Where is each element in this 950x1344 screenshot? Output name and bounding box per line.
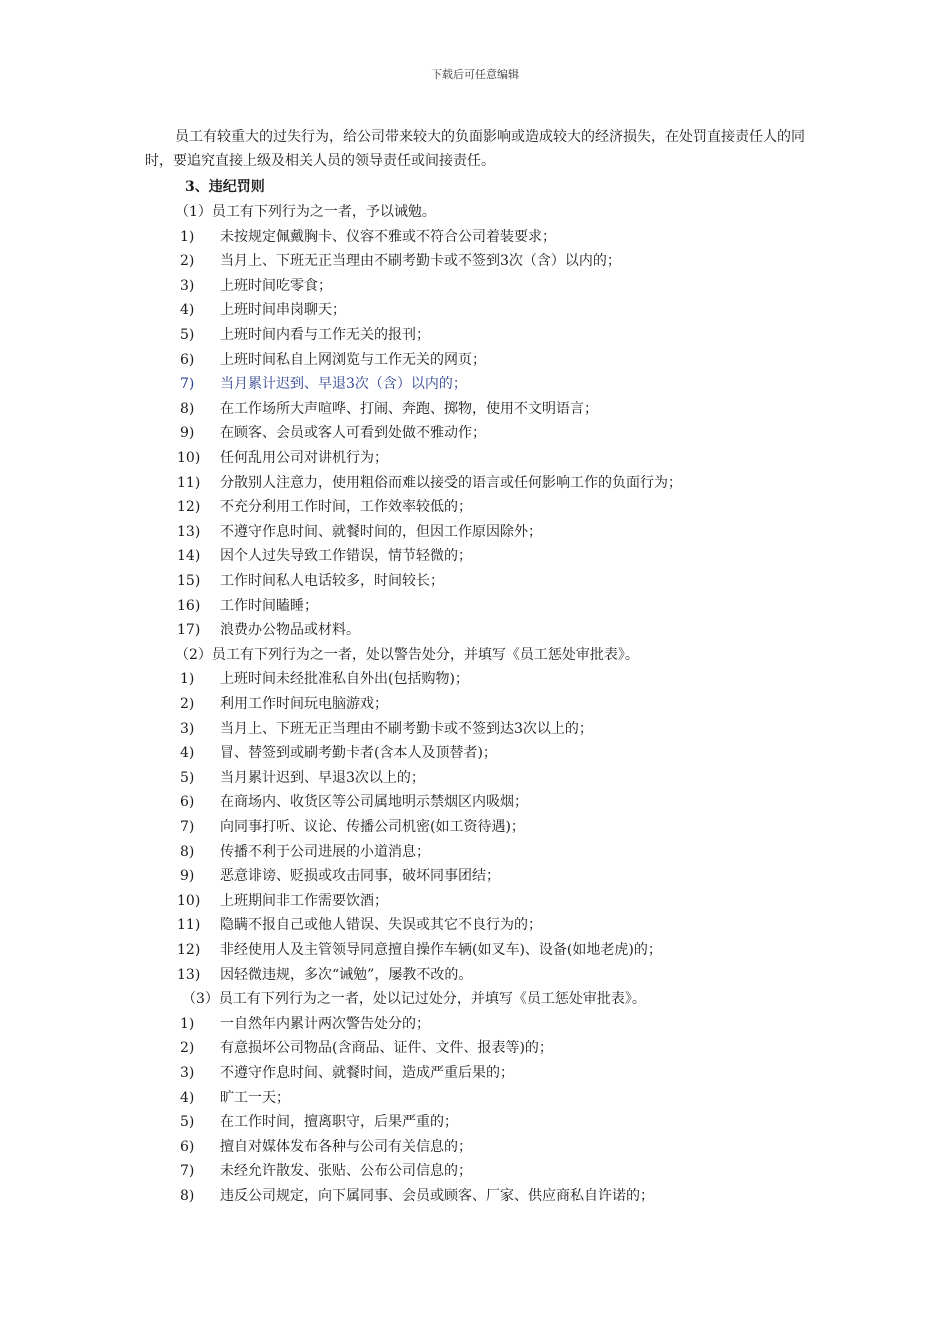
list-item-text: 因个人过失导致工作错误，情节轻微的； — [220, 548, 472, 565]
list-item-number: 2) — [180, 1040, 195, 1057]
list-item-number: 12) — [177, 942, 201, 958]
list-item-number: 11) — [177, 474, 201, 491]
list-item-text: 未按规定佩戴胸卡、仪容不雅或不符合公司着装要求； — [220, 228, 556, 245]
list-item-text: 违反公司规定，向下属同事、会员或顾客、厂家、供应商私自许诺的； — [220, 1188, 654, 1204]
list-item-number: 7) — [180, 1163, 195, 1180]
group-heading: （1）员工有下列行为之一者，予以诫勉。 — [175, 204, 436, 220]
list-item-number: 4) — [180, 745, 195, 762]
list-item-text: 利用工作时间玩电脑游戏； — [220, 696, 388, 712]
list-item-text: 当月上、下班无正当理由不刷考勤卡或不签到达3次以上的； — [220, 720, 593, 737]
list-item-text: 不充分利用工作时间，工作效率较低的； — [220, 499, 472, 516]
list-item-number: 13) — [177, 523, 201, 540]
page-header: 下载后可任意编辑 — [431, 68, 519, 81]
list-item-text: 一自然年内累计两次警告处分的； — [220, 1015, 430, 1032]
list-item-number: 5) — [180, 769, 195, 786]
section-title: 3、违纪罚则 — [185, 179, 265, 195]
list-item-number: 16) — [177, 597, 201, 614]
list-item-text: 传播不利于公司进展的小道消息； — [220, 843, 430, 860]
list-item-text: 擅自对媒体发布各种与公司有关信息的； — [220, 1138, 472, 1155]
list-item-number: 4) — [180, 1089, 195, 1106]
list-item-number: 17) — [177, 622, 201, 639]
list-item-text: 上班时间吃零食； — [220, 277, 332, 294]
intro-paragraph: 员工有较重大的过失行为，给公司带来较大的负面影响或造成较大的经济损失，在处罚直接责任人的同时，要追究直接上级及相关人员的领导责任或间接责任。 — [145, 129, 805, 169]
list-item-number: 7) — [180, 819, 195, 835]
list-item-text: 上班期间非工作需要饮酒； — [220, 892, 388, 909]
list-item-number: 6) — [180, 1138, 195, 1155]
list-item-text: 工作时间私人电话较多，时间较长； — [220, 573, 444, 589]
list-item-number: 8) — [180, 400, 195, 417]
list-item-text: 不遵守作息时间、就餐时间的，但因工作原因除外； — [220, 523, 542, 540]
list-item-number: 8) — [180, 1188, 195, 1204]
list-item-text: 有意损坏公司物品(含商品、证件、文件、报表等)的； — [220, 1040, 553, 1057]
list-item-text: 工作时间瞌睡； — [220, 597, 318, 614]
list-item-number: 3) — [180, 1065, 195, 1081]
list-item-number: 3) — [180, 277, 195, 294]
list-item-text: 在商场内、收货区等公司属地明示禁烟区内吸烟； — [220, 794, 528, 811]
list-item-text: 上班时间私自上网浏览与工作无关的网页； — [220, 351, 486, 368]
list-item-number: 8) — [180, 843, 195, 860]
list-item-number: 4) — [180, 302, 195, 319]
list-item-number: 14) — [177, 548, 201, 565]
list-item-number: 2) — [180, 696, 195, 712]
list-item-number: 1) — [180, 671, 195, 688]
list-item-number: 2) — [180, 253, 195, 270]
list-item-text: 上班时间串岗聊天； — [220, 302, 346, 319]
list-item-text: 非经使用人及主管领导同意擅自操作车辆(如叉车)、设备(如地老虎)的； — [220, 942, 662, 958]
list-item-number: 9) — [180, 868, 195, 885]
list-item-text: 恶意诽谤、贬损或攻击同事，破坏同事团结； — [220, 868, 500, 885]
list-item-text: 在工作时间，擅离职守，后果严重的； — [220, 1114, 458, 1131]
list-item-number: 6) — [180, 351, 195, 368]
list-item-text: 不遵守作息时间、就餐时间，造成严重后果的； — [220, 1065, 514, 1081]
list-item-text: 当月累计迟到、早退3次（含）以内的； — [220, 376, 467, 393]
list-item-number: 6) — [180, 794, 195, 811]
list-item-text: 浪费办公物品或材料。 — [220, 622, 360, 639]
list-item-number: 11) — [177, 917, 201, 934]
list-item-number: 1) — [180, 1015, 195, 1032]
list-item-text: 当月上、下班无正当理由不刷考勤卡或不签到3次（含）以内的； — [220, 253, 621, 270]
list-item-text: 当月累计迟到、早退3次以上的； — [220, 769, 425, 786]
list-item-number: 10) — [177, 450, 201, 466]
list-item-text: 隐瞒不报自己或他人错误、失误或其它不良行为的； — [220, 917, 542, 934]
list-item-number: 13) — [177, 966, 201, 983]
list-item-number: 1) — [180, 228, 195, 245]
list-item-text: 向同事打听、议论、传播公司机密(如工资待遇)； — [220, 819, 525, 835]
list-item-text: 未经允许散发、张贴、公布公司信息的； — [220, 1163, 472, 1180]
group-heading: （2）员工有下列行为之一者，处以警告处分，并填写《员工惩处审批表》。 — [175, 646, 639, 663]
list-item-text: 在顾客、会员或客人可看到处做不雅动作； — [220, 425, 486, 442]
list-item-text: 上班时间内看与工作无关的报刊； — [220, 327, 430, 343]
list-item-number: 15) — [177, 573, 201, 589]
list-item-text: 在工作场所大声喧哗、打闹、奔跑、掷物，使用不文明语言； — [220, 400, 598, 417]
list-item-text: 因轻微违规，多次“诫勉”，屡教不改的。 — [220, 966, 473, 983]
list-item-text: 上班时间未经批准私自外出(包括购物)； — [220, 671, 469, 688]
list-item-number: 9) — [180, 425, 195, 442]
list-item-number: 5) — [180, 327, 195, 343]
list-item-number: 10) — [177, 892, 201, 909]
list-item-number: 12) — [177, 499, 201, 516]
list-item-text: 冒、替签到或刷考勤卡者(含本人及顶替者)； — [220, 745, 497, 762]
list-item-text: 旷工一天； — [220, 1089, 290, 1106]
list-item-number: 5) — [180, 1114, 195, 1131]
group-heading: （3）员工有下列行为之一者，处以记过处分，并填写《员工惩处审批表》。 — [182, 991, 646, 1008]
list-item-number: 7) — [180, 376, 195, 393]
list-item-text: 任何乱用公司对讲机行为； — [220, 450, 388, 466]
list-item-number: 3) — [180, 720, 195, 737]
list-item-text: 分散别人注意力，使用粗俗而难以接受的语言或任何影响工作的负面行为； — [220, 474, 682, 491]
